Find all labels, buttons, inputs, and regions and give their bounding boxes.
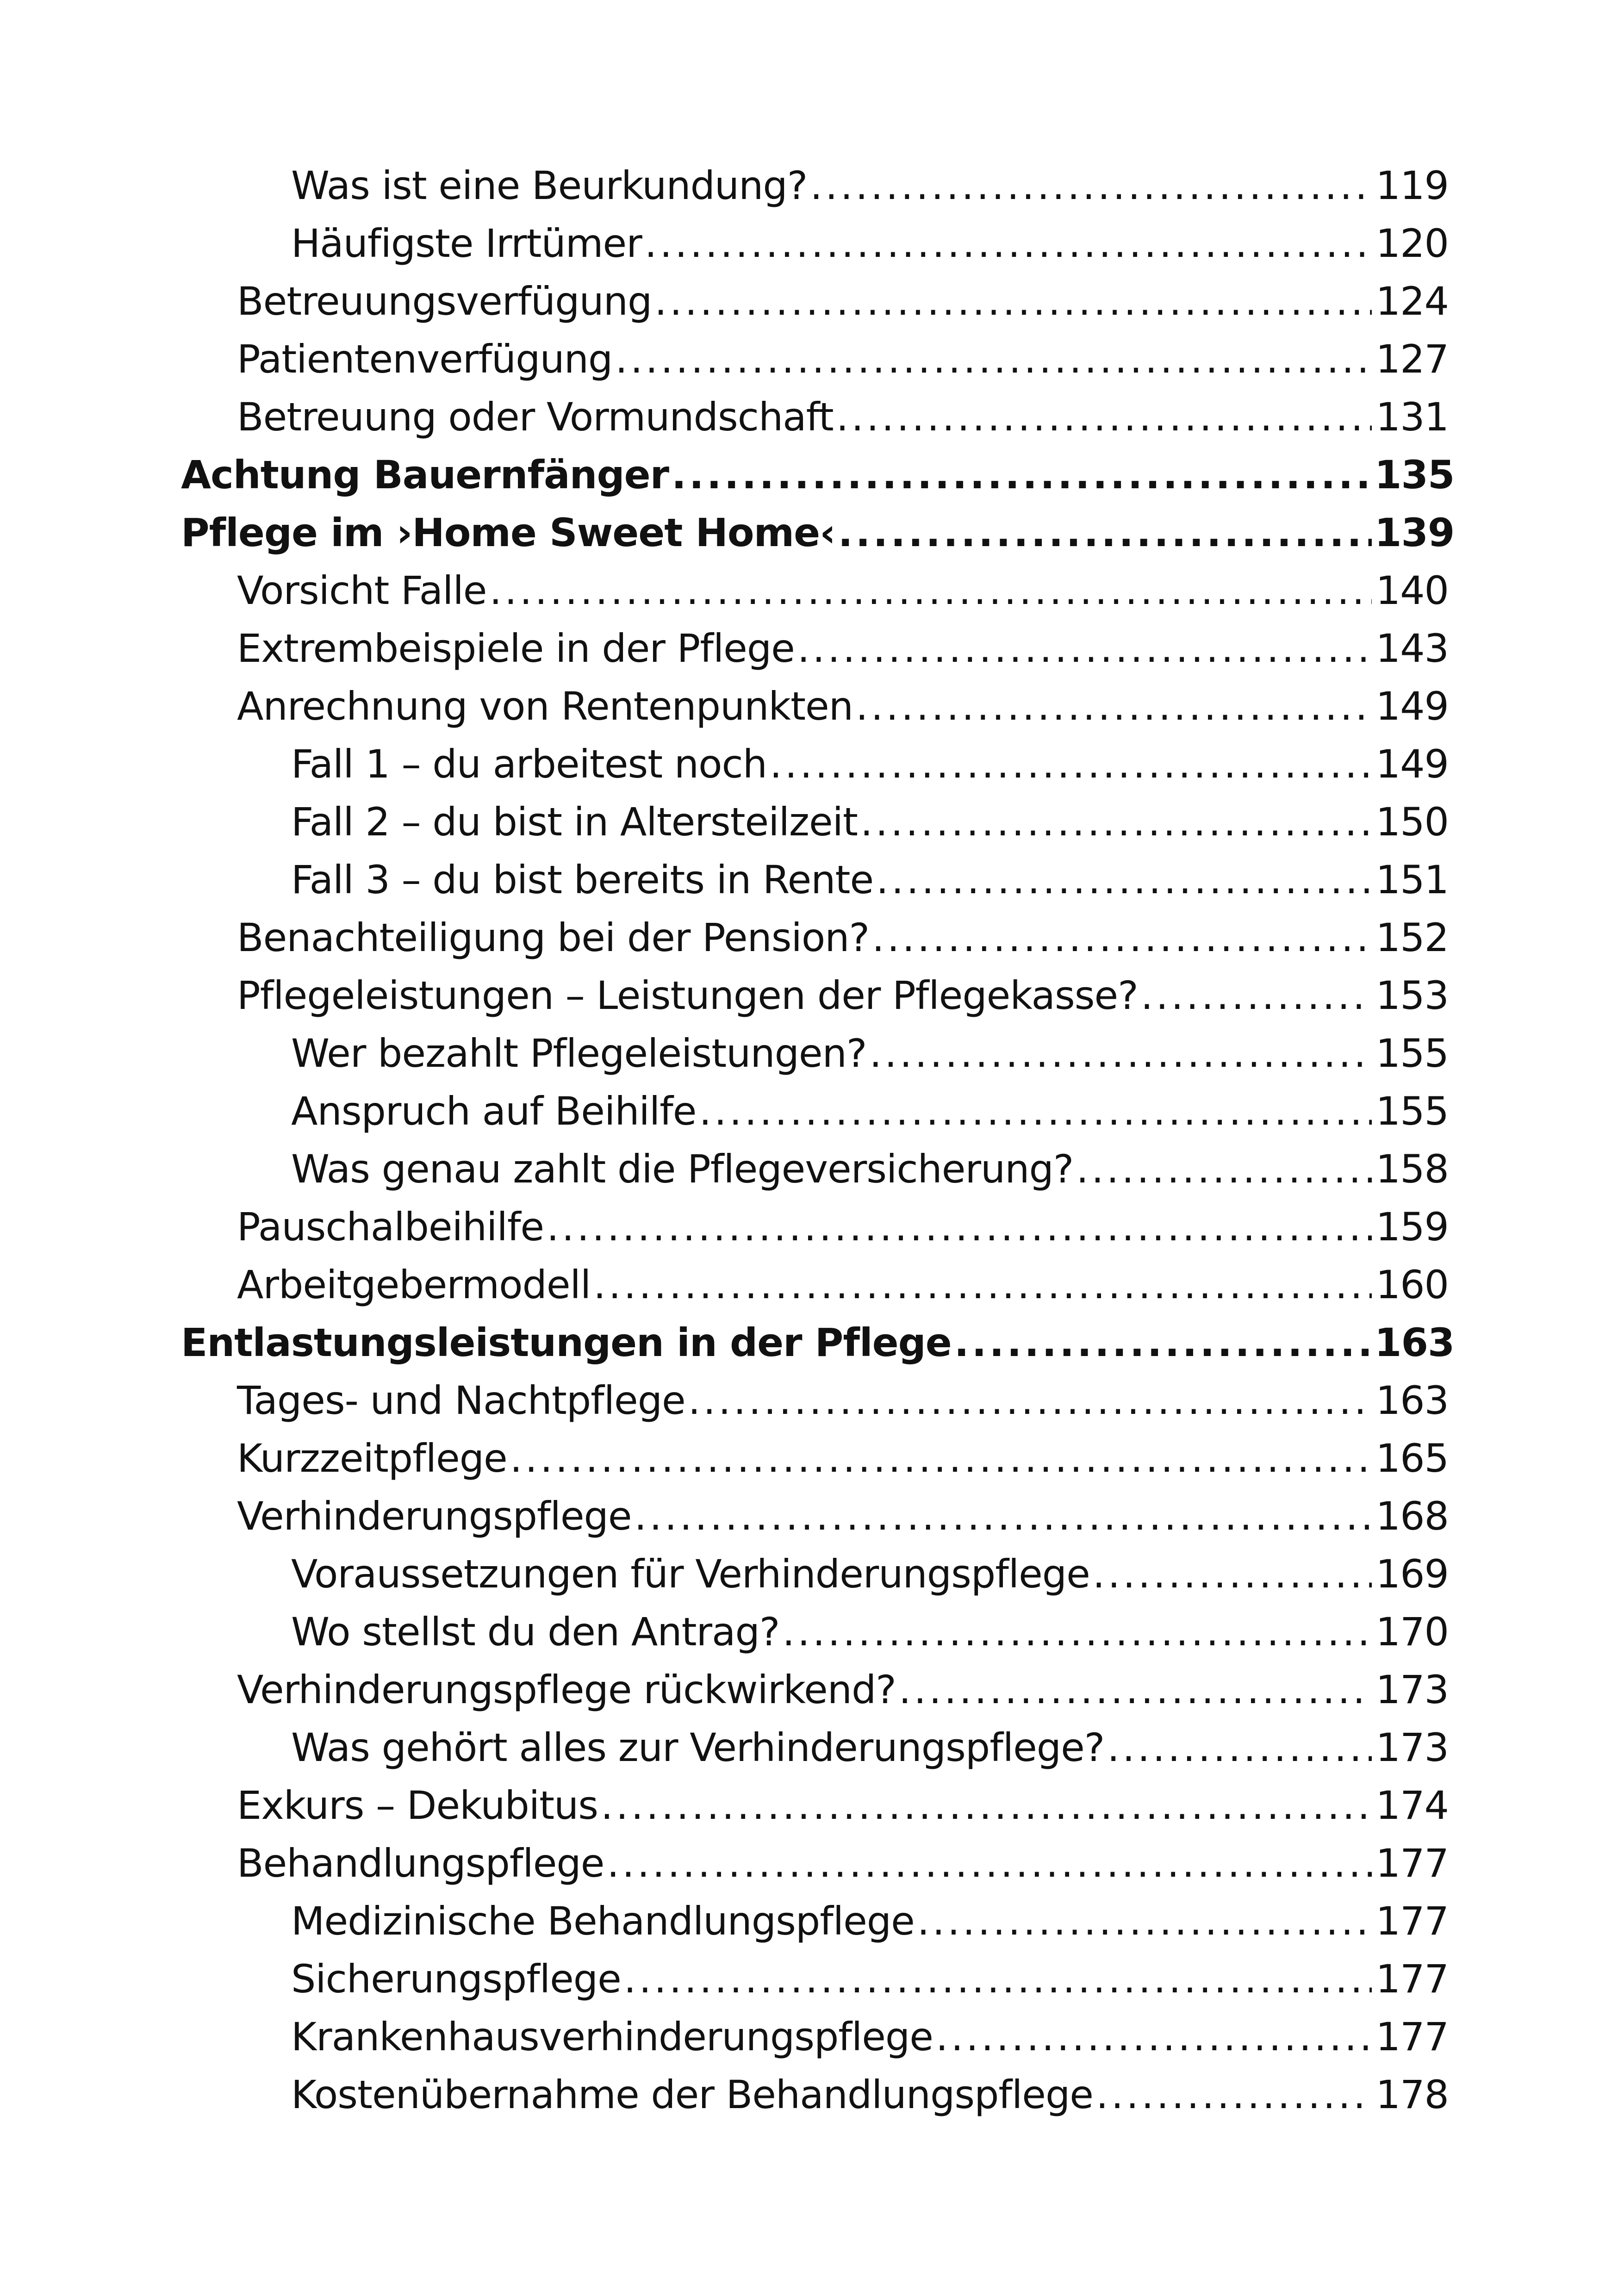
- toc-entry: [0, 1313, 1618, 1371]
- dot-leader: [838, 510, 1372, 555]
- toc-entry-title: Vorsicht Falle: [237, 567, 487, 613]
- toc-entry-title: Anrechnung von Rentenpunkten: [237, 683, 853, 729]
- toc-entry: [0, 908, 1618, 966]
- toc-entry: [0, 156, 1618, 214]
- dot-leader: [615, 336, 1372, 382]
- dot-leader: [1076, 1146, 1372, 1192]
- toc-entry: [0, 619, 1618, 677]
- dot-leader: [688, 1378, 1372, 1423]
- toc-entry-page: 140: [1375, 567, 1449, 613]
- dot-leader: [899, 1667, 1372, 1712]
- toc-entry: [0, 1140, 1618, 1198]
- toc-entry-title: Verhinderungspflege: [237, 1493, 632, 1539]
- toc-entry-page: 149: [1375, 741, 1449, 787]
- dot-leader: [836, 394, 1372, 440]
- toc-entry: [0, 1256, 1618, 1313]
- toc-entry-title: Pflege im ›Home Sweet Home‹: [181, 510, 835, 555]
- dot-leader: [860, 799, 1372, 845]
- dot-leader: [510, 1436, 1372, 1481]
- toc-entry-page: 159: [1375, 1204, 1449, 1250]
- toc-entry: [0, 214, 1618, 272]
- toc-entry-title: Exkurs – Dekubitus: [237, 1782, 598, 1828]
- toc-entry-page: 177: [1375, 1840, 1449, 1886]
- dot-leader: [872, 915, 1372, 960]
- toc-entry-page: 131: [1375, 394, 1449, 440]
- toc-entry: [0, 1545, 1618, 1603]
- toc-entry-title: Arbeitgebermodell: [237, 1262, 591, 1307]
- toc-entry: [0, 1834, 1618, 1892]
- dot-leader: [624, 1956, 1372, 2002]
- toc-entry-title: Betreuung oder Vormundschaft: [237, 394, 834, 440]
- toc-entry-page: 150: [1375, 799, 1449, 845]
- toc-entry-title: Fall 3 – du bist bereits in Rente: [291, 857, 874, 902]
- toc-entry-title: Anspruch auf Beihilfe: [291, 1088, 697, 1134]
- toc-entry: [0, 966, 1618, 1024]
- toc-entry-title: Fall 1 – du arbeitest noch: [291, 741, 767, 787]
- dot-leader: [1096, 2072, 1372, 2117]
- toc-entry: [0, 735, 1618, 793]
- toc-entry-page: 155: [1375, 1088, 1449, 1134]
- toc-entry-page: 170: [1375, 1609, 1449, 1655]
- toc-entry: [0, 1603, 1618, 1661]
- toc-entry-title: Verhinderungspflege rückwirkend?: [237, 1667, 896, 1712]
- toc-entry-page: 152: [1375, 915, 1449, 960]
- toc-entry: [0, 561, 1618, 619]
- toc-entry-page: 177: [1375, 2014, 1449, 2060]
- dot-leader: [869, 1031, 1372, 1076]
- toc-entry: [0, 504, 1618, 561]
- toc-entry-page: 173: [1375, 1724, 1449, 1770]
- toc-entry: [0, 1198, 1618, 1256]
- toc-entry-title: Benachteiligung bei der Pension?: [237, 915, 870, 960]
- toc-entry-title: Sicherungspflege: [291, 1956, 621, 2002]
- toc-entry: [0, 1661, 1618, 1718]
- toc-entry-title: Kostenübernahme der Behandlungspflege: [291, 2072, 1093, 2117]
- dot-leader: [1141, 973, 1372, 1018]
- toc-entry: [0, 851, 1618, 908]
- toc-entry-page: 135: [1375, 452, 1455, 498]
- toc-entry-page: 139: [1375, 510, 1455, 555]
- toc-entry-page: 149: [1375, 683, 1449, 729]
- toc-entry: [0, 1082, 1618, 1140]
- toc-entry: [0, 446, 1618, 504]
- toc-entry: [0, 2066, 1618, 2123]
- dot-leader: [645, 221, 1372, 266]
- toc-entry: [0, 1892, 1618, 1950]
- toc-entry-page: 153: [1375, 972, 1449, 1018]
- toc-entry-title: Behandlungspflege: [237, 1840, 604, 1886]
- dot-leader: [782, 1609, 1372, 1655]
- dot-leader: [672, 452, 1372, 498]
- dot-leader: [699, 1089, 1372, 1134]
- toc-entry-title: Achtung Bauernfänger: [181, 452, 669, 498]
- toc-entry-page: 160: [1375, 1262, 1449, 1307]
- toc-entry-title: Was genau zahlt die Pflegeversicherung?: [291, 1146, 1074, 1192]
- toc-entry-page: 165: [1375, 1435, 1449, 1481]
- toc-entry-title: Patientenverfügung: [237, 336, 613, 382]
- toc-entry-title: Entlastungsleistungen in der Pflege: [181, 1319, 952, 1365]
- toc-entry: [0, 1487, 1618, 1545]
- dot-leader: [954, 1320, 1372, 1365]
- toc-entry-page: 163: [1375, 1319, 1455, 1365]
- toc-entry-page: 119: [1375, 162, 1449, 208]
- toc-entry: [0, 793, 1618, 851]
- dot-leader: [1093, 1551, 1372, 1597]
- toc-entry: [0, 272, 1618, 330]
- dot-leader: [876, 857, 1372, 902]
- toc-entry-page: 173: [1375, 1667, 1449, 1712]
- toc-entry-page: 163: [1375, 1377, 1449, 1423]
- toc-entry-page: 177: [1375, 1898, 1449, 1944]
- toc-entry-title: Voraussetzungen für Verhinderungspflege: [291, 1551, 1090, 1597]
- toc-entry-page: 151: [1375, 857, 1449, 902]
- toc-entry-title: Krankenhausverhinderungspflege: [291, 2014, 933, 2060]
- toc-entry: [0, 1950, 1618, 2008]
- toc-entry: [0, 330, 1618, 388]
- toc-entry-page: 155: [1375, 1030, 1449, 1076]
- toc-entry: [0, 1429, 1618, 1487]
- toc-entry-title: Extrembeispiele in der Pflege: [237, 625, 795, 671]
- toc-entry-title: Häufigste Irrtümer: [291, 220, 642, 266]
- toc-entry: [0, 388, 1618, 446]
- dot-leader: [593, 1262, 1372, 1307]
- toc-entry-page: 178: [1375, 2072, 1449, 2117]
- toc-entry-page: 158: [1375, 1146, 1449, 1192]
- dot-leader: [601, 1783, 1372, 1828]
- toc-entry: [0, 1371, 1618, 1429]
- toc-entry-title: Was gehört alles zur Verhinderungspflege?: [291, 1724, 1105, 1770]
- dot-leader: [810, 163, 1372, 208]
- toc-entry-title: Wo stellst du den Antrag?: [291, 1609, 780, 1655]
- toc-entry-title: Wer bezahlt Pflegeleistungen?: [291, 1030, 867, 1076]
- toc-entry-page: 174: [1375, 1782, 1449, 1828]
- toc-entry-page: 177: [1375, 1956, 1449, 2002]
- dot-leader: [1107, 1725, 1372, 1770]
- toc-entry-title: Betreuungsverfügung: [237, 278, 652, 324]
- toc-entry: [0, 2008, 1618, 2066]
- toc-entry-page: 169: [1375, 1551, 1449, 1597]
- dot-leader: [770, 741, 1372, 787]
- toc-entry-title: Fall 2 – du bist in Altersteilzeit: [291, 799, 858, 845]
- toc-entry: [0, 1024, 1618, 1082]
- dot-leader: [607, 1841, 1372, 1886]
- dot-leader: [547, 1204, 1372, 1250]
- toc-entry: [0, 1718, 1618, 1776]
- dot-leader: [917, 1898, 1372, 1944]
- toc-entry-page: 168: [1375, 1493, 1449, 1539]
- toc-entry-page: 127: [1375, 336, 1449, 382]
- toc-entry-title: Pauschalbeihilfe: [237, 1204, 544, 1250]
- toc-entry-page: 120: [1375, 220, 1449, 266]
- dot-leader: [489, 568, 1372, 613]
- toc-entry: [0, 677, 1618, 735]
- dot-leader: [635, 1493, 1372, 1539]
- toc-entry-title: Was ist eine Beurkundung?: [291, 162, 808, 208]
- dot-leader: [856, 684, 1372, 729]
- toc-entry-page: 143: [1375, 625, 1449, 671]
- toc-entry-title: Kurzzeitpflege: [237, 1435, 507, 1481]
- dot-leader: [797, 626, 1372, 671]
- toc-entry: [0, 1776, 1618, 1834]
- toc-entry-page: 124: [1375, 278, 1449, 324]
- toc-entry-title: Pflegeleistungen – Leistungen der Pflegekasse?: [237, 972, 1138, 1018]
- table-of-contents: [0, 156, 1618, 2123]
- dot-leader: [936, 2014, 1372, 2060]
- dot-leader: [654, 279, 1372, 324]
- toc-entry-title: Tages- und Nachtpflege: [237, 1377, 685, 1423]
- toc-entry-title: Medizinische Behandlungspflege: [291, 1898, 915, 1944]
